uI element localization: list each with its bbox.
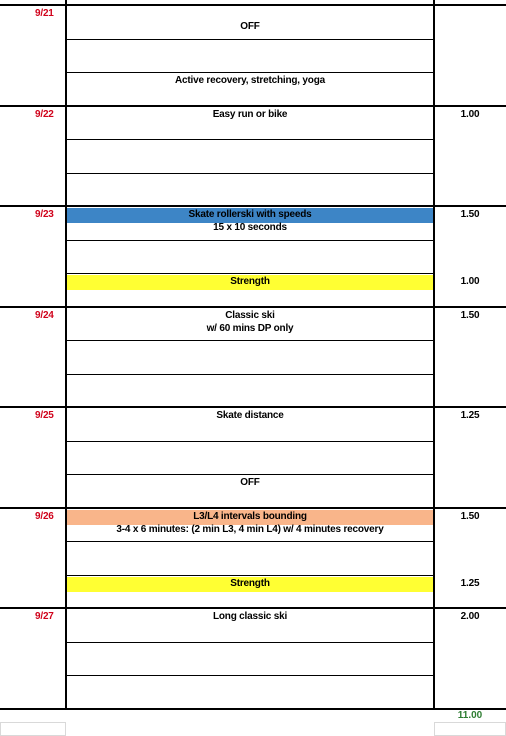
day-divider: [0, 105, 506, 107]
workout-text: [66, 575, 434, 590]
empty-cell[interactable]: [0, 722, 66, 736]
row-divider: [66, 374, 434, 375]
workout-text: [66, 474, 434, 489]
row-divider: [66, 642, 434, 643]
workout-text: [66, 675, 434, 690]
workout-line: OFF: [240, 477, 260, 488]
date-cell[interactable]: [0, 173, 66, 207]
workout-line: [66, 677, 434, 690]
hours-cell[interactable]: 1.00: [460, 276, 480, 287]
workout-cell[interactable]: [66, 575, 434, 609]
workout-cell[interactable]: [66, 240, 434, 274]
hours-cell[interactable]: [434, 72, 506, 106]
schedule-row: [0, 675, 506, 709]
workout-cell[interactable]: [66, 307, 434, 341]
empty-cell[interactable]: [434, 722, 506, 736]
workout-line: Strength: [230, 577, 270, 589]
workout-line: Skate distance: [216, 410, 284, 421]
schedule-row: [0, 240, 506, 274]
row-divider: [66, 39, 434, 40]
workout-cell[interactable]: [66, 206, 434, 240]
day-divider: [0, 607, 506, 609]
workout-line: w/ 60 mins DP only: [206, 322, 294, 334]
workout-cell[interactable]: [66, 340, 434, 374]
schedule-row: [0, 374, 506, 408]
hours-cell[interactable]: [434, 474, 506, 508]
workout-line: [66, 7, 434, 20]
date-cell[interactable]: 9/27: [35, 611, 54, 622]
workout-line: Strength: [230, 276, 270, 287]
hours-cell[interactable]: 2.00: [460, 611, 480, 622]
workout-line: [66, 443, 434, 456]
schedule-row: [0, 441, 506, 475]
schedule-row: [0, 39, 506, 73]
schedule-row: [0, 575, 506, 609]
workout-cell[interactable]: [66, 374, 434, 408]
schedule-row: [0, 273, 506, 307]
schedule-row: [0, 508, 506, 542]
day-divider: [0, 306, 506, 308]
row-divider: [66, 575, 434, 576]
date-cell[interactable]: [0, 240, 66, 274]
workout-text: [66, 374, 434, 389]
workout-cell[interactable]: [66, 508, 434, 542]
hours-cell[interactable]: 1.50: [460, 510, 480, 522]
row-divider: [66, 139, 434, 140]
workout-text: [66, 273, 434, 288]
row-divider: [66, 273, 434, 274]
workout-line: [66, 41, 434, 54]
date-cell[interactable]: [0, 575, 66, 609]
workout-line: L3/L4 intervals bounding: [193, 510, 307, 522]
schedule-row: [0, 608, 506, 642]
hours-cell[interactable]: [434, 39, 506, 73]
total-row: [0, 706, 506, 736]
workout-text: [66, 5, 434, 33]
schedule-row: [0, 173, 506, 207]
date-cell[interactable]: [0, 374, 66, 408]
schedule-row: [0, 5, 506, 39]
date-cell[interactable]: [0, 474, 66, 508]
hours-cell[interactable]: [434, 139, 506, 173]
workout-line: Classic ski: [225, 309, 275, 321]
workout-line: Skate rollerski with speeds: [188, 209, 312, 220]
workout-text: [66, 340, 434, 355]
date-cell[interactable]: [0, 642, 66, 676]
hours-cell[interactable]: [434, 374, 506, 408]
workout-cell[interactable]: [66, 72, 434, 106]
hours-cell[interactable]: 1.25: [460, 577, 480, 589]
date-cell[interactable]: 9/24: [35, 309, 54, 321]
column-border: [433, 0, 435, 709]
schedule-row: [0, 72, 506, 106]
workout-line: [66, 141, 434, 154]
workout-cell[interactable]: [66, 608, 434, 642]
date-cell[interactable]: 9/21: [35, 8, 54, 19]
workout-cell[interactable]: [66, 39, 434, 73]
workout-line: [66, 175, 434, 188]
hours-cell[interactable]: [434, 541, 506, 575]
workout-text: [66, 541, 434, 556]
date-cell[interactable]: 9/26: [35, 510, 54, 522]
schedule-row: [0, 642, 506, 676]
schedule-row: [0, 206, 506, 240]
workout-text: [66, 106, 434, 121]
hours-cell[interactable]: [434, 675, 506, 709]
day-divider: [0, 406, 506, 408]
workout-cell[interactable]: [66, 106, 434, 140]
workout-line: OFF: [240, 21, 260, 32]
workout-cell[interactable]: [66, 474, 434, 508]
workout-text: [66, 173, 434, 188]
workout-cell[interactable]: [66, 5, 434, 39]
row-divider: [66, 541, 434, 542]
day-divider: [0, 4, 506, 6]
date-cell[interactable]: [0, 39, 66, 73]
hours-cell[interactable]: 1.50: [460, 309, 480, 321]
schedule-row: [0, 106, 506, 140]
row-divider: [66, 675, 434, 676]
workout-line: 3-4 x 6 minutes: (2 min L3, 4 min L4) w/ 4 minutes recovery: [116, 523, 384, 535]
workout-text: [66, 407, 434, 422]
date-cell[interactable]: [0, 441, 66, 475]
workout-line: [66, 376, 434, 389]
workout-cell[interactable]: [66, 441, 434, 475]
row-divider: [66, 173, 434, 174]
hours-cell[interactable]: 1.00: [460, 108, 480, 120]
hours-cell[interactable]: [434, 173, 506, 207]
table-bottom-border: [0, 708, 506, 710]
date-cell[interactable]: 9/23: [35, 209, 54, 220]
hours-cell[interactable]: 1.50: [460, 209, 480, 220]
schedule-row: [0, 340, 506, 374]
workout-line: [66, 644, 434, 657]
schedule-row: [0, 407, 506, 441]
workout-line: 15 x 10 seconds: [213, 222, 287, 233]
date-cell[interactable]: [0, 541, 66, 575]
hours-cell[interactable]: [434, 5, 506, 39]
row-divider: [66, 340, 434, 341]
workout-line: Long classic ski: [212, 611, 288, 622]
date-cell[interactable]: [0, 675, 66, 709]
workout-cell[interactable]: [66, 642, 434, 676]
workout-text: [66, 240, 434, 255]
workout-line: [66, 242, 434, 255]
workout-line: Active recovery, stretching, yoga: [175, 75, 325, 86]
row-divider: [66, 441, 434, 442]
schedule-row: [0, 139, 506, 173]
date-cell[interactable]: 9/22: [35, 108, 54, 120]
workout-text: [66, 39, 434, 54]
workout-cell[interactable]: [66, 407, 434, 441]
workout-text: [66, 508, 434, 536]
date-cell[interactable]: [0, 340, 66, 374]
date-cell[interactable]: [0, 273, 66, 307]
row-divider: [66, 474, 434, 475]
schedule-row: [0, 307, 506, 341]
hours-cell[interactable]: [434, 642, 506, 676]
workout-cell[interactable]: [66, 675, 434, 709]
workout-line: [66, 342, 434, 355]
workout-line: [66, 543, 434, 556]
workout-text: [66, 441, 434, 456]
hours-cell[interactable]: [434, 441, 506, 475]
workout-text: [66, 608, 434, 623]
workout-text: [66, 307, 434, 335]
day-divider: [0, 205, 506, 207]
workout-line: Easy run or bike: [212, 108, 288, 120]
workout-text: [66, 139, 434, 154]
date-cell[interactable]: [0, 139, 66, 173]
schedule-row: [0, 474, 506, 508]
column-border: [65, 0, 67, 709]
workout-cell[interactable]: [66, 173, 434, 207]
total-hours[interactable]: 11.00: [457, 710, 483, 721]
date-cell[interactable]: 9/25: [35, 410, 54, 421]
hours-cell[interactable]: 1.25: [460, 410, 480, 421]
workout-cell[interactable]: [66, 273, 434, 307]
schedule-row: [0, 541, 506, 575]
row-divider: [66, 240, 434, 241]
workout-cell[interactable]: [66, 541, 434, 575]
hours-cell[interactable]: [434, 240, 506, 274]
workout-text: [66, 206, 434, 234]
workout-text: [66, 642, 434, 657]
row-divider: [66, 72, 434, 73]
day-divider: [0, 507, 506, 509]
workout-cell[interactable]: [66, 139, 434, 173]
date-cell[interactable]: [0, 72, 66, 106]
hours-cell[interactable]: [434, 340, 506, 374]
workout-text: [66, 72, 434, 87]
